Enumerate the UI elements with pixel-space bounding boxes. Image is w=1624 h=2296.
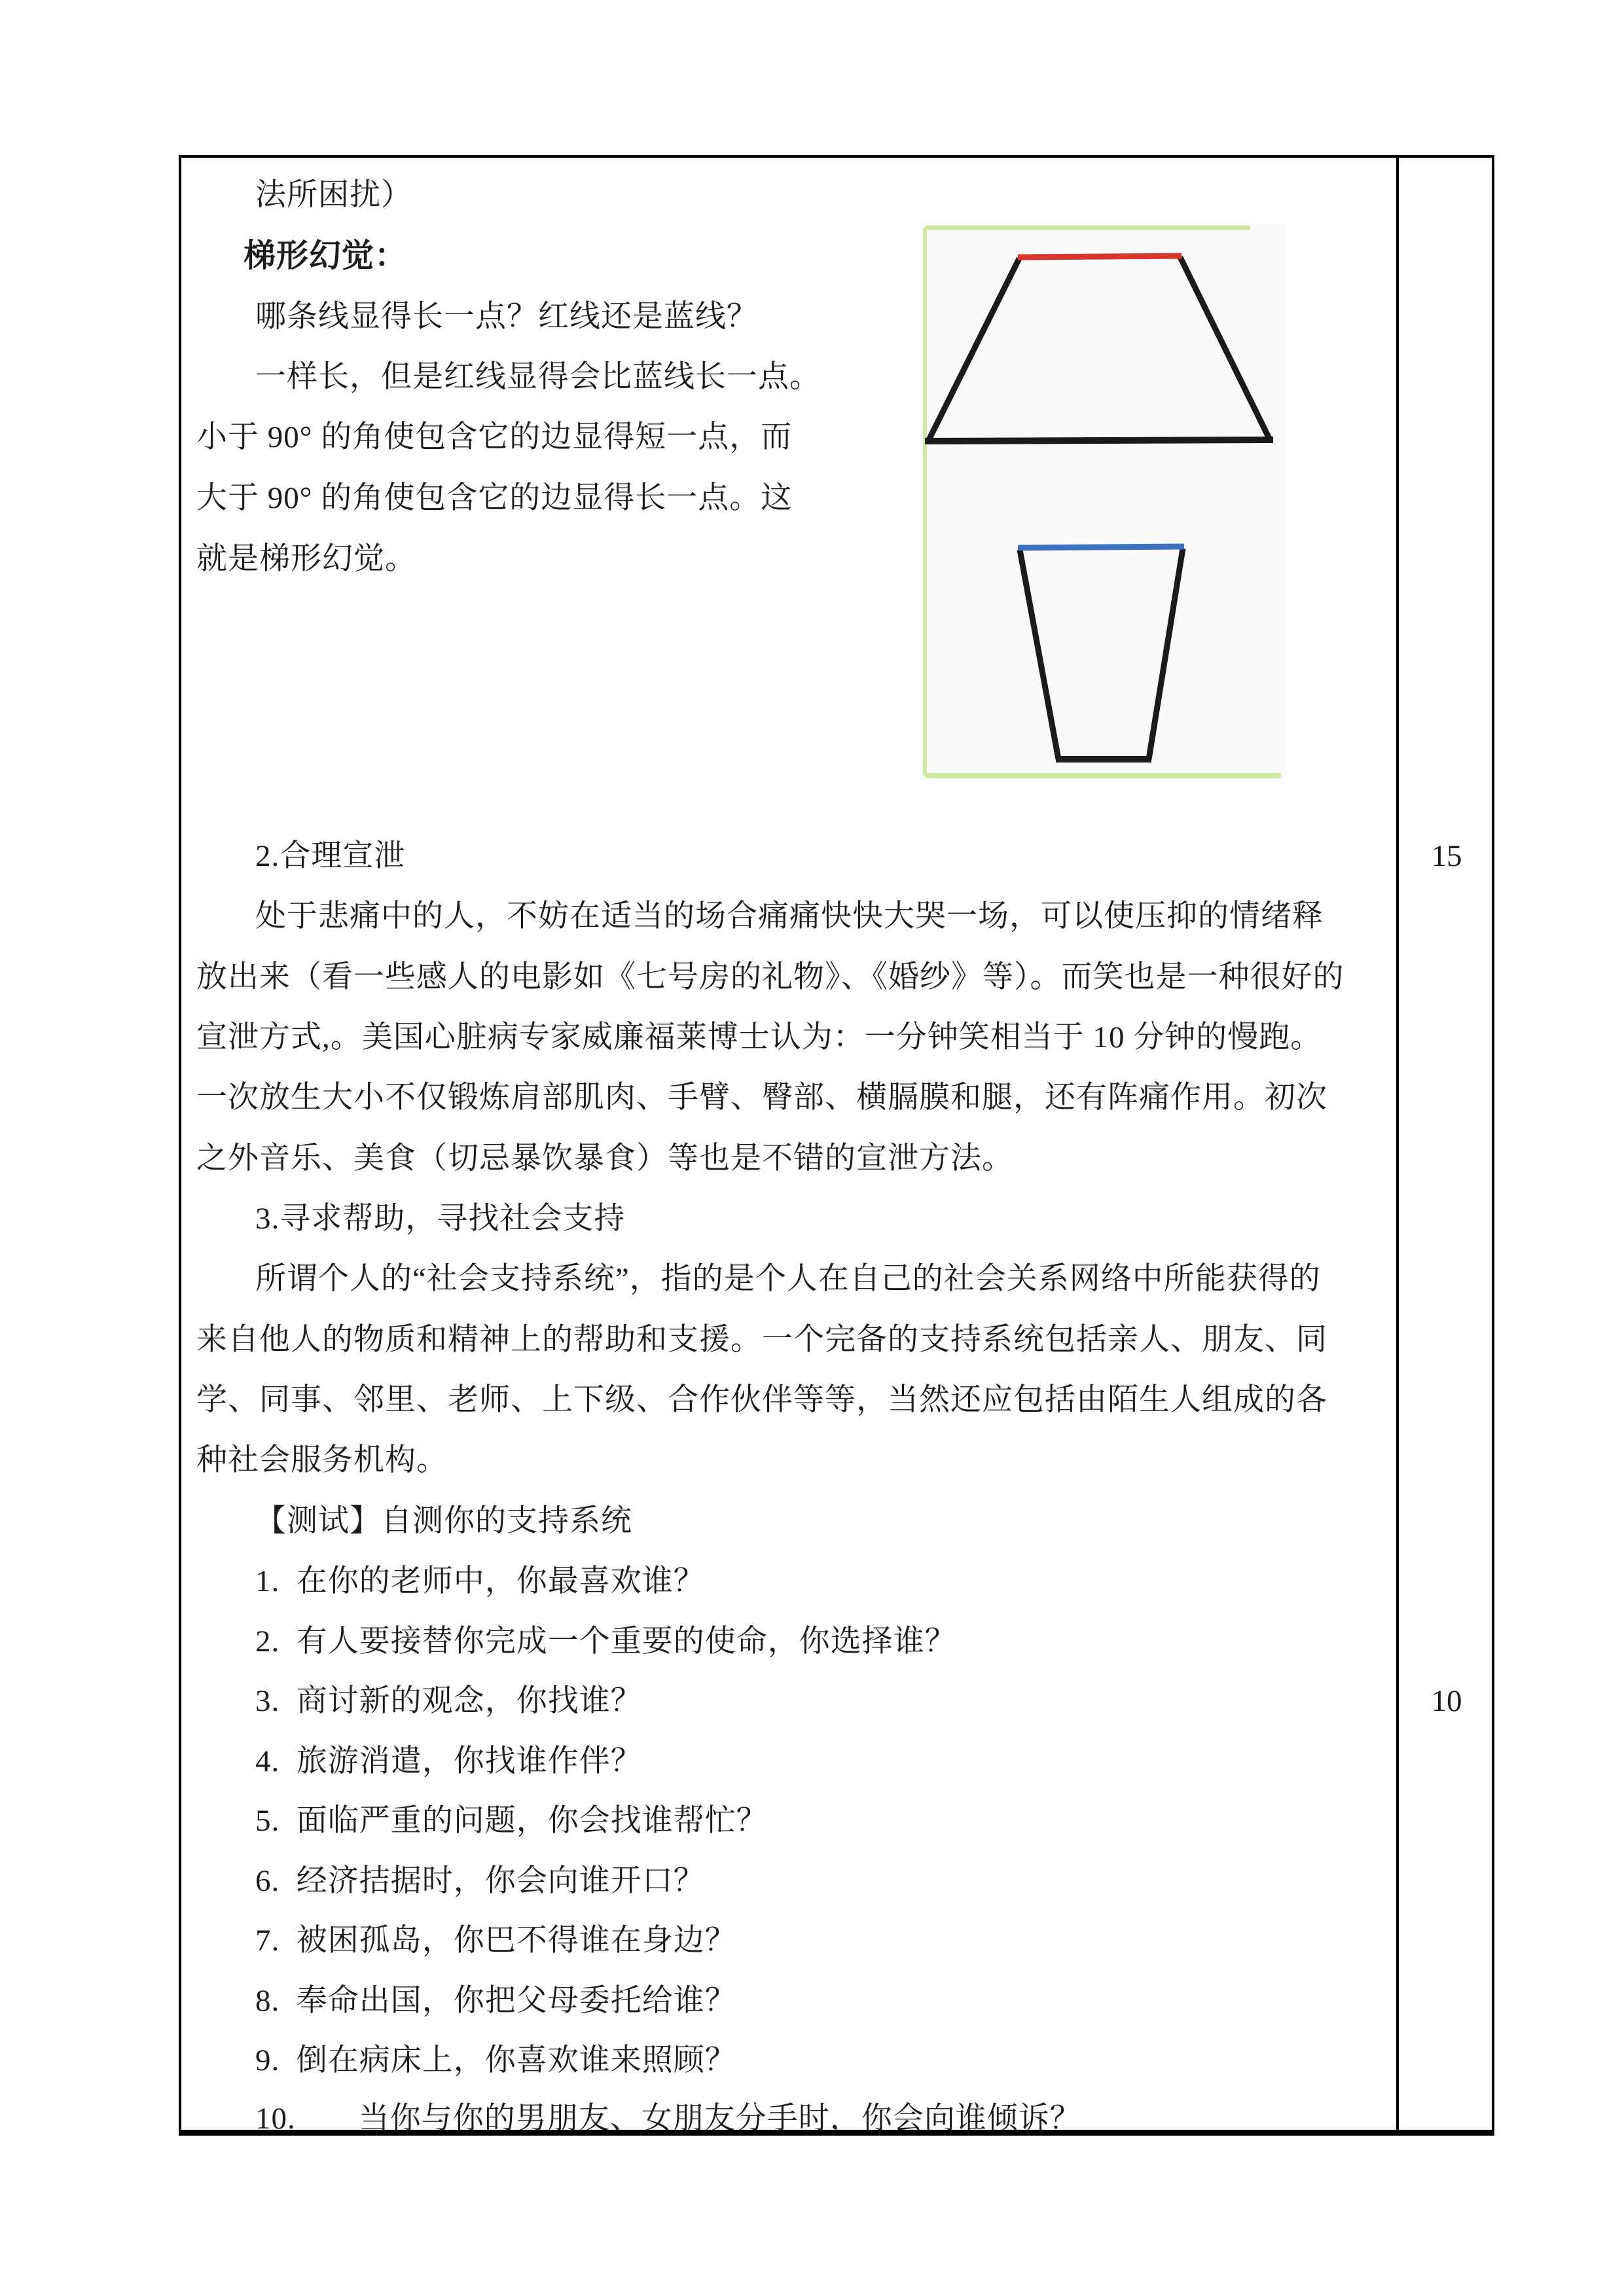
list-item: 10. 当你与你的男朋友、女朋友分手时，你会向谁倾诉？	[255, 2102, 1081, 2136]
trapezoid-red	[925, 256, 1273, 441]
paragraph-line: 大于 90° 的角使包含它的边显得长一点。这	[196, 481, 793, 515]
list-item: 2. 有人要接替你完成一个重要的使命，你选择谁？	[255, 1624, 956, 1659]
trapezoid-red-left-side	[928, 259, 1019, 441]
paragraph-line: 放出来（看一些感人的电影如《七号房的礼物》、《婚纱》等）。而笑也是一种很好的	[196, 960, 1344, 994]
table-column-divider	[1396, 155, 1399, 2136]
paragraph-line: 就是梯形幻觉。	[196, 542, 416, 576]
section-heading-trapezoid-illusion: 梯形幻觉：	[244, 238, 408, 274]
section-heading-social-support: 3.寻求帮助，寻找社会支持	[255, 1202, 626, 1236]
list-item: 3. 商讨新的观念，你找谁？	[255, 1684, 642, 1718]
list-item: 5. 面临严重的问题，你会找谁帮忙？	[255, 1804, 768, 1838]
trapezoid-blue-right-side	[1149, 548, 1183, 759]
paragraph-line: 种社会服务机构。	[196, 1443, 448, 1477]
paragraph-line: 哪条线显得长一点？红线还是蓝线？	[255, 300, 758, 334]
trapezoid-blue-left-side	[1020, 550, 1058, 759]
paragraph-line: 学、同事、邻里、老师、上下级、合作伙伴等等，当然还应包括由陌生人组成的各	[196, 1383, 1327, 1417]
trapezoid-blue	[1018, 547, 1184, 759]
list-item: 6. 经济拮据时，你会向谁开口？	[255, 1864, 705, 1898]
paragraph-line: 法所困扰）	[255, 178, 412, 212]
score-value: 15	[1431, 839, 1462, 873]
trapezoid-red-right-side	[1180, 257, 1270, 440]
red-line	[1018, 256, 1182, 257]
list-item: 8. 奉命出国，你把父母委托给谁？	[255, 1984, 736, 2018]
list-item: 9. 倒在病床上，你喜欢谁来照顾？	[255, 2043, 736, 2077]
test-heading: 【测试】自测你的支持系统	[255, 1504, 632, 1538]
paragraph-line: 之外音乐、美食（切忌暴饮暴食）等也是不错的宣泄方法。	[196, 1141, 1013, 1175]
section-heading-venting: 2.合理宣泄	[255, 839, 406, 873]
blue-line	[1018, 547, 1184, 548]
paragraph-line: 处于悲痛中的人，不妨在适当的场合痛痛快快大哭一场，可以使压抑的情绪释	[255, 899, 1324, 933]
trapezoid-illusion-svg	[920, 223, 1286, 779]
paragraph-line: 来自他人的物质和精神上的帮助和支援。一个完备的支持系统包括亲人、朋友、同	[196, 1323, 1327, 1357]
paragraph-line: 小于 90° 的角使包含它的边显得短一点，而	[196, 420, 793, 454]
paragraph-line: 宣泄方式,。美国心脏病专家威廉福莱博士认为：一分钟笑相当于 10 分钟的慢跑。	[196, 1020, 1322, 1054]
paragraph-line: 一样长，但是红线显得会比蓝线长一点。	[255, 360, 821, 394]
list-item: 1. 在你的老师中，你最喜欢谁？	[255, 1564, 705, 1598]
list-item: 7. 被困孤岛，你巴不得谁在身边？	[255, 1924, 736, 1958]
list-item: 4. 旅游消遣，你找谁作伴？	[255, 1744, 642, 1778]
paragraph-line: 一次放生大小不仅锻炼肩部肌肉、手臂、臀部、横膈膜和腿，还有阵痛作用。初次	[196, 1081, 1327, 1115]
trapezoid-red-bottom-side	[925, 440, 1273, 441]
paragraph-line: 所谓个人的“社会支持系统”，指的是个人在自己的社会关系网络中所能获得的	[255, 1262, 1321, 1296]
trapezoid-illusion-figure	[920, 223, 1286, 779]
score-value: 10	[1431, 1684, 1462, 1718]
